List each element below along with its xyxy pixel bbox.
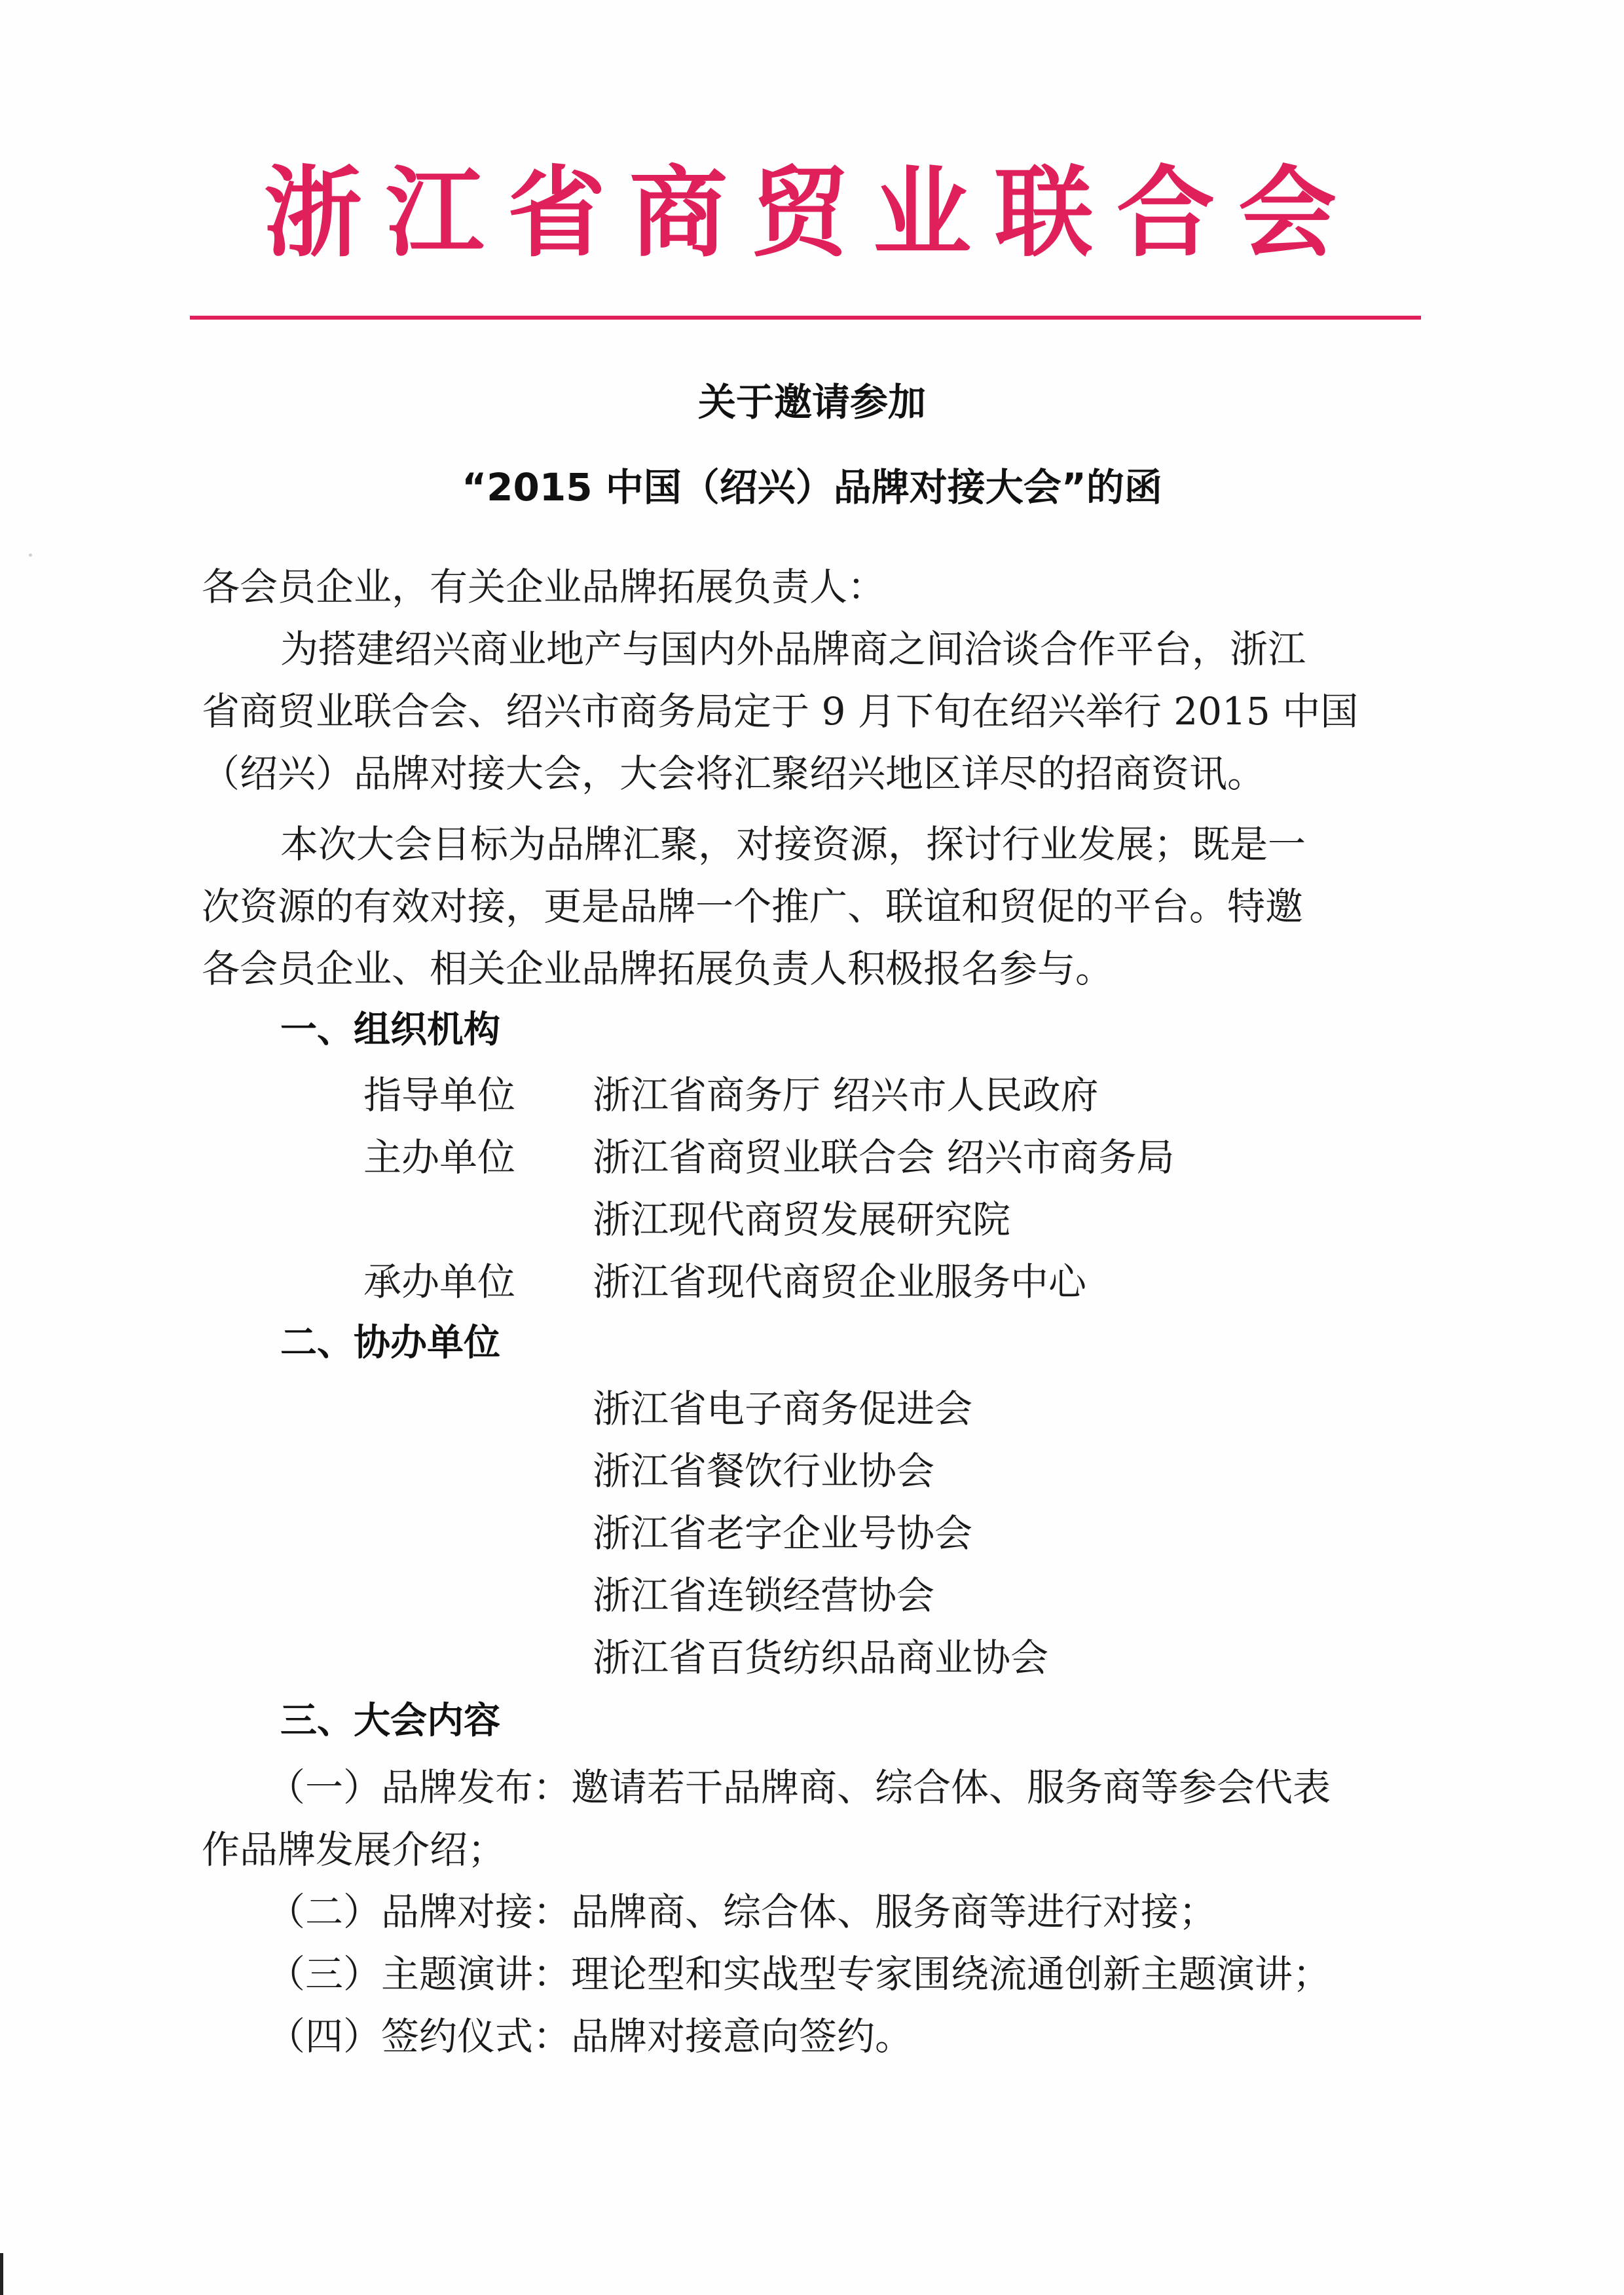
scan-edge-mark <box>0 2253 3 2295</box>
org-role-value: 浙江省现代商贸企业服务中心 <box>593 1259 1087 1304</box>
paragraph-line: 省商贸业联合会、绍兴市商务局定于 9 月下旬在绍兴举行 2015 中国 <box>202 689 1359 734</box>
org-role-value: 浙江省商贸业联合会 绍兴市商务局 <box>593 1135 1175 1180</box>
scan-speck <box>29 553 32 557</box>
content-item-line: （一）品牌发布：邀请若干品牌商、综合体、服务商等参会代表 <box>267 1765 1331 1810</box>
salutation: 各会员企业，有关企业品牌拓展负责人： <box>202 565 886 609</box>
content-item-line: （二）品牌对接：品牌商、综合体、服务商等进行对接； <box>267 1890 1217 1934</box>
org-role-label: 承办单位 <box>363 1259 516 1304</box>
org-role-label: 主办单位 <box>363 1135 516 1180</box>
section-heading-co-organizers: 二、协办单位 <box>280 1322 500 1364</box>
co-organizer-item: 浙江省餐饮行业协会 <box>593 1449 935 1493</box>
letterhead-red-rule <box>190 316 1421 320</box>
co-organizer-item: 浙江省老字企业号协会 <box>593 1511 973 1556</box>
content-item-line: （三）主题演讲：理论型和实战型专家围绕流通创新主题演讲； <box>267 1952 1331 1996</box>
paragraph-line: 本次大会目标为品牌汇聚，对接资源，探讨行业发展；既是一 <box>280 822 1306 867</box>
paragraph-line: 次资源的有效对接，更是品牌一个推广、联谊和贸促的平台。特邀 <box>202 884 1304 929</box>
letterhead-org-name: 浙江省商贸业联合会 <box>263 155 1360 271</box>
org-role-value: 浙江现代商贸发展研究院 <box>593 1197 1011 1242</box>
co-organizer-item: 浙江省电子商务促进会 <box>593 1387 973 1431</box>
paragraph-line: 为搭建绍兴商业地产与国内外品牌商之间洽谈合作平台，浙江 <box>280 627 1306 671</box>
section-heading-organizers: 一、组织机构 <box>280 1009 500 1051</box>
section-heading-conference-content: 三、大会内容 <box>280 1700 500 1742</box>
co-organizer-item: 浙江省连锁经营协会 <box>593 1573 935 1618</box>
org-role-value: 浙江省商务厅 绍兴市人民政府 <box>593 1073 1099 1117</box>
paragraph-line: 各会员企业、相关企业品牌拓展负责人积极报名参与。 <box>202 946 1114 991</box>
content-item-line: （四）签约仪式：品牌对接意向签约。 <box>267 2014 913 2059</box>
document-title-line2: “2015 中国（绍兴）品牌对接大会”的函 <box>462 465 1162 510</box>
paragraph-line: （绍兴）品牌对接大会，大会将汇聚绍兴地区详尽的招商资讯。 <box>202 751 1266 796</box>
co-organizer-item: 浙江省百货纺织品商业协会 <box>593 1635 1049 1680</box>
document-title-line1: 关于邀请参加 <box>697 380 926 424</box>
content-item-line: 作品牌发展介绍； <box>202 1827 506 1872</box>
org-role-label: 指导单位 <box>363 1073 516 1117</box>
